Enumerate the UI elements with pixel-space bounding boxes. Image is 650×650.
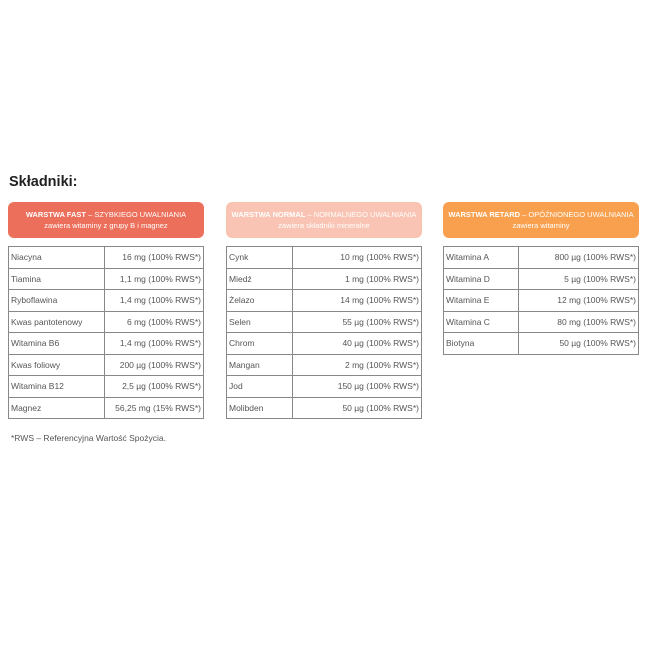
ingredient-name: Mangan	[227, 354, 293, 376]
ingredient-name: Witamina B12	[9, 376, 105, 398]
ingredient-name: Witamina B6	[9, 333, 105, 355]
table-row	[9, 333, 204, 355]
ingredient-amount: 56,25 mg (15% RWS*)	[105, 397, 204, 419]
ingredients-table	[226, 246, 422, 419]
dash: –	[520, 210, 529, 219]
table-row	[9, 311, 204, 333]
ingredient-amount: 1,1 mg (100% RWS*)	[105, 268, 204, 290]
ingredient-amount: 50 µg (100% RWS*)	[519, 333, 639, 355]
table-row	[9, 268, 204, 290]
layer-column	[443, 202, 639, 355]
ingredient-name: Żelazo	[227, 290, 293, 312]
table-row	[9, 397, 204, 419]
ingredients-table	[8, 246, 204, 419]
table-row	[9, 376, 204, 398]
ingredient-name: Witamina D	[444, 268, 519, 290]
layer-desc: NORMALNEGO UWALNIANIA	[313, 210, 417, 219]
layer-header	[8, 202, 204, 238]
ingredient-name: Niacyna	[9, 247, 105, 269]
ingredient-name: Witamina C	[444, 311, 519, 333]
table-row	[444, 268, 639, 290]
footnote: *RWS – Referencyjna Wartość Spożycia.	[11, 433, 166, 443]
table-row	[227, 376, 422, 398]
ingredient-amount: 6 mg (100% RWS*)	[105, 311, 204, 333]
ingredient-name: Cynk	[227, 247, 293, 269]
table-row	[227, 397, 422, 419]
ingredient-name: Jod	[227, 376, 293, 398]
ingredient-name: Witamina E	[444, 290, 519, 312]
ingredient-name: Chrom	[227, 333, 293, 355]
table-row	[227, 247, 422, 269]
table-row	[444, 247, 639, 269]
ingredient-amount: 1,4 mg (100% RWS*)	[105, 333, 204, 355]
dash: –	[85, 210, 95, 219]
ingredient-name: Magnez	[9, 397, 105, 419]
ingredient-amount: 55 µg (100% RWS*)	[293, 311, 422, 333]
table-row	[9, 290, 204, 312]
ingredient-amount: 16 mg (100% RWS*)	[105, 247, 204, 269]
table-row	[444, 311, 639, 333]
ingredients-table	[443, 246, 639, 355]
layer-column	[8, 202, 204, 419]
dash: –	[305, 210, 314, 219]
ingredient-amount: 800 µg (100% RWS*)	[519, 247, 639, 269]
ingredient-amount: 2 mg (100% RWS*)	[293, 354, 422, 376]
layer-desc: SZYBKIEGO UWALNIANIA	[94, 210, 187, 219]
table-row	[227, 268, 422, 290]
page-title: Składniki:	[9, 174, 78, 190]
layer-sub: zawiera witaminy z grupy B i magnez	[44, 221, 168, 230]
table-row	[9, 247, 204, 269]
layer-desc: OPÓŹNIONEGO UWALNIANIA	[528, 210, 634, 219]
ingredient-name: Selen	[227, 311, 293, 333]
layer-name: WARSTWA RETARD	[448, 210, 521, 219]
ingredient-amount: 5 µg (100% RWS*)	[519, 268, 639, 290]
ingredient-amount: 50 µg (100% RWS*)	[293, 397, 422, 419]
table-row	[227, 290, 422, 312]
layer-sub: zawiera witaminy	[512, 221, 570, 230]
ingredient-name: Kwas foliowy	[9, 354, 105, 376]
layer-name: WARSTWA NORMAL	[231, 210, 306, 219]
ingredient-amount: 12 mg (100% RWS*)	[519, 290, 639, 312]
layer-sub: zawiera składniki mineralne	[278, 221, 370, 230]
ingredient-amount: 1,4 mg (100% RWS*)	[105, 290, 204, 312]
table-row	[227, 333, 422, 355]
ingredient-name: Molibden	[227, 397, 293, 419]
ingredient-amount: 200 µg (100% RWS*)	[105, 354, 204, 376]
table-row	[444, 290, 639, 312]
layer-header	[443, 202, 639, 238]
ingredient-amount: 14 mg (100% RWS*)	[293, 290, 422, 312]
table-row	[227, 311, 422, 333]
layer-column	[226, 202, 422, 419]
ingredient-amount: 40 µg (100% RWS*)	[293, 333, 422, 355]
table-row	[9, 354, 204, 376]
ingredient-name: Tiamina	[9, 268, 105, 290]
ingredient-name: Ryboflawina	[9, 290, 105, 312]
layer-header	[226, 202, 422, 238]
table-row	[227, 354, 422, 376]
table-row	[444, 333, 639, 355]
layer-name: WARSTWA FAST	[25, 210, 86, 219]
ingredient-name: Kwas pantotenowy	[9, 311, 105, 333]
ingredient-name: Miedź	[227, 268, 293, 290]
ingredient-amount: 150 µg (100% RWS*)	[293, 376, 422, 398]
ingredient-amount: 1 mg (100% RWS*)	[293, 268, 422, 290]
ingredient-amount: 10 mg (100% RWS*)	[293, 247, 422, 269]
ingredient-amount: 2,5 µg (100% RWS*)	[105, 376, 204, 398]
ingredient-name: Biotyna	[444, 333, 519, 355]
ingredient-amount: 80 mg (100% RWS*)	[519, 311, 639, 333]
ingredient-name: Witamina A	[444, 247, 519, 269]
